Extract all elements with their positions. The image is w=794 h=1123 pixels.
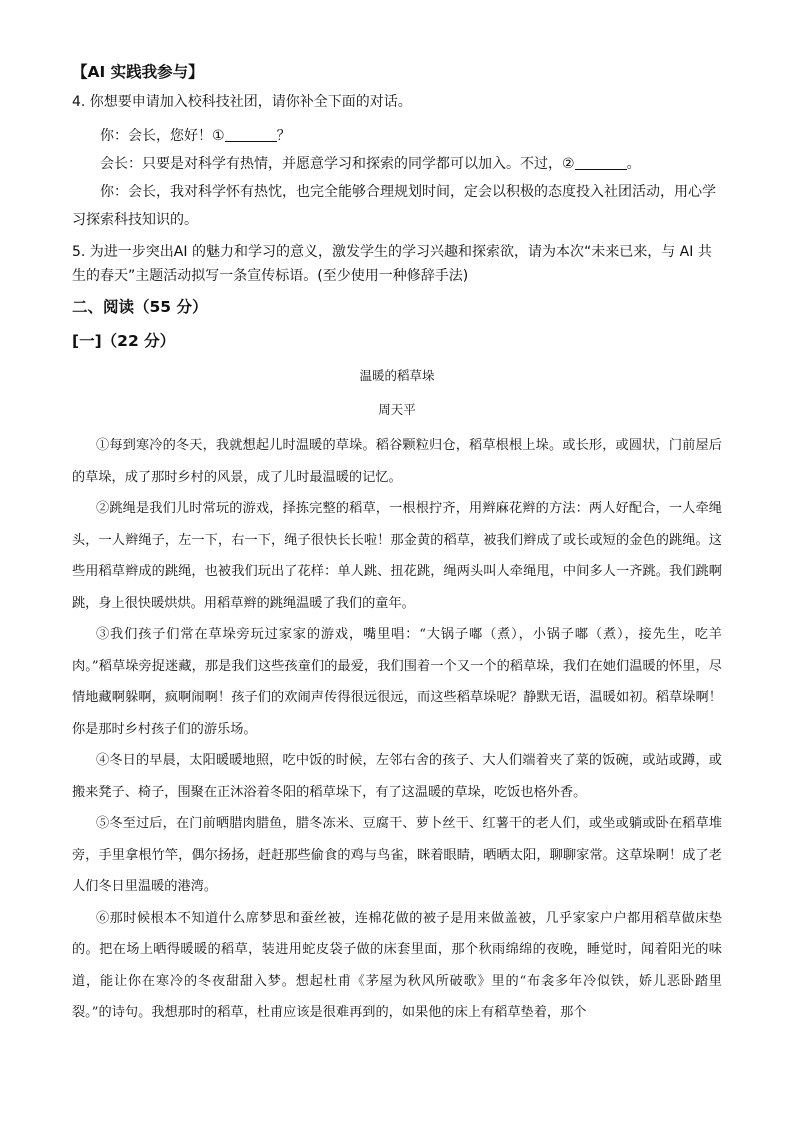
article-paragraph: ④冬日的早晨，太阳暖暖地照，吃中饭的时候，左邻右舍的孩子、大人们端着夹了菜的饭碗，或站或蹲，或搬来凳子、椅子，围聚在正沐浴着冬阳的稻草垛下，有了这温暖的草垛，吃饭也格外香。	[72, 753, 722, 800]
answer-blank-1[interactable]	[225, 126, 277, 142]
ai-practice-heading: 【AI 实践我参与】	[72, 63, 204, 81]
article-paragraph: ⑥那时候根本不知道什么席梦思和蚕丝被，连棉花做的被子是用来做盖被，几乎家家户户都用稻草做床垫的。把在场上晒得暖暖的稻草，装进用蛇皮袋子做的床套里面，那个秋雨绵绵的夜晚，睡觉时，闻着阳光的味道，能让你在寒冷的冬夜甜甜入梦。想起杜甫《茅屋为秋风所破歌》里的“布衾多年冷似铁，娇儿恶卧踏里裂。”的诗句。我想那时的稻草，杜甫应该是很难再到的，如果他的床上有稻草垫着，那个	[72, 910, 722, 1020]
dialogue-line-you-1	[72, 122, 722, 150]
dialogue-line-1-end: ？	[276, 128, 291, 144]
reading-section-heading: 二、阅读（55 分）	[72, 298, 208, 316]
question-5: 5. 为进一步突出AI 的魅力和学习的意义，激发学生的学习兴趣和探索欲，请为本次“未来已来，与 AI 共生的春天”主题活动拟写一条宣传标语。(至少使用一种修辞手法)	[72, 244, 712, 284]
article-paragraph: ①每到寒冷的冬天，我就想起儿时温暖的草垛。稻谷颗粒归仓，稻草根根上垛。或长形，或圆状，门前屋后的草垛，成了那时乡村的风景，成了儿时最温暖的记忆。	[72, 438, 722, 485]
article-title: 温暖的稻草垛	[359, 368, 435, 383]
article-paragraph: ②跳绳是我们儿时常玩的游戏，择拣完整的稻草，一根根拧齐，用辫麻花辫的方法：两人好配合，一人牵绳头，一人辫绳子，左一下，右一下，绳子很快长长啦！那金黄的稻草，被我们辫成了或长或短的金色的跳绳。这些用稻草辫成的跳绳，也被我们玩出了花样：单人跳、扭花跳，绳两头叫人牵绳甩，中间多人一齐跳。我们跳啊跳，身上很快暖烘烘。用稻草辫的跳绳温暖了我们的童年。	[72, 501, 722, 611]
dialogue-line-president	[72, 150, 722, 178]
dialogue-line-you-2: 你：会长，我对科学怀有热忱，也完全能够合理规划时间，定会以积极的态度投入社团活动，用心学习探索科技知识的。	[72, 184, 716, 228]
dialogue-line-2-end: 。	[626, 156, 641, 172]
question-4-prompt: 4. 你想要申请加入校科技社团，请你补全下面的对话。	[72, 94, 412, 110]
article-paragraph: ⑤冬至过后，在门前晒腊肉腊鱼，腊冬冻米、豆腐干、萝卜丝干、红薯干的老人们，或坐或躺或卧在稻草堆旁，手里拿根竹竿，偶尔扬扬，赶赶那些偷食的鸡与鸟雀，眯着眼睛，晒晒太阳，聊聊家常。这草垛啊！成了老人们冬日里温暖的港湾。	[72, 816, 722, 894]
dialogue-line-2-text: 会长：只要是对科学有热情，并愿意学习和探索的同学都可以加入。不过，②	[100, 156, 575, 172]
dialogue-line-1-text: 你：会长，您好！①	[100, 128, 225, 144]
answer-blank-2[interactable]	[575, 154, 627, 170]
article-paragraph: ③我们孩子们常在草垛旁玩过家家的游戏，嘴里唱：“大锅子嘟（煮），小锅子嘟（煮），接先生，吃羊肉。”稻草垛旁捉迷藏，那是我们这些孩童们的最爱，我们围着一个又一个的稻草垛，我们在她们温暖的怀里，尽情地藏啊躲啊，疯啊闹啊！孩子们的欢闹声传得很远很远，而这些稻草垛呢？静默无语，温暖如初。稻草垛啊！你是那时乡村孩子们的游乐场。	[72, 627, 722, 737]
page-content	[72, 62, 722, 1029]
reading-part-one-heading: [一]（22 分）	[72, 332, 176, 350]
article-author: 周天平	[378, 402, 416, 417]
